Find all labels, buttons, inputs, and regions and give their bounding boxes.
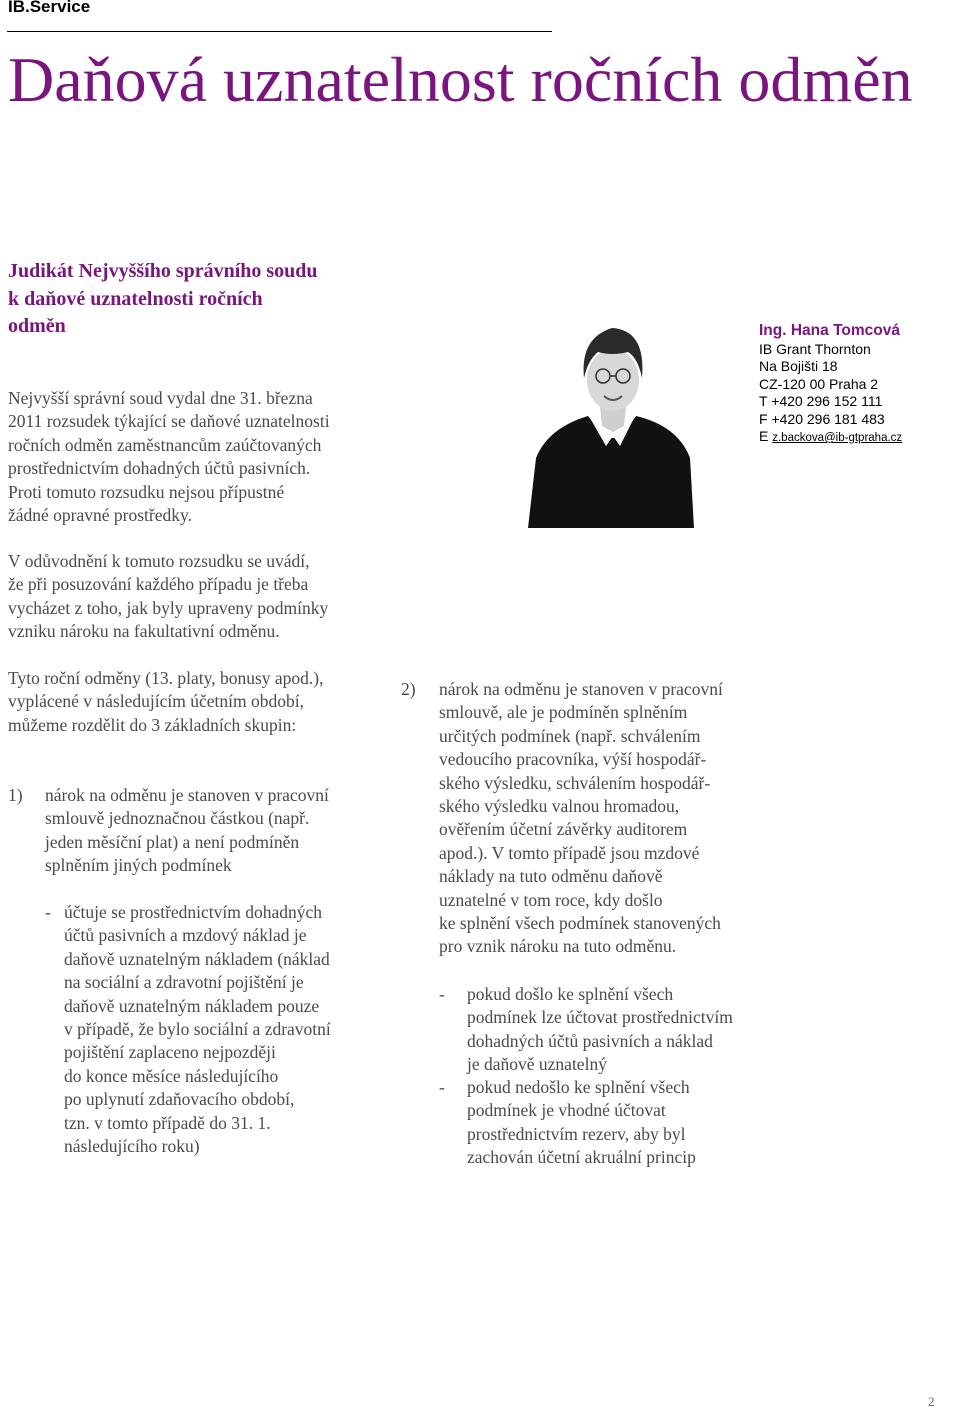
bullet-line: podmínek lze účtovat prostřednictvím: [467, 1007, 733, 1028]
bullet-line: pokud nedošlo ke splnění všech: [467, 1077, 690, 1097]
contact-fax: F +420 296 181 483: [759, 410, 885, 427]
bullet-line: účtuje se prostřednictvím dohadných: [64, 902, 323, 922]
intro-line: Proti tomuto rozsudku nejsou přípustné: [8, 481, 285, 502]
bullet-line: tzn. v tomto případě do 31. 1.: [64, 1112, 271, 1133]
bullet-line: účtů pasivních a mzdový náklad je: [64, 925, 307, 946]
list-item-line: vedoucího pracovníka, výší hospodář-: [439, 749, 707, 770]
list-item-line: ověřením účetní závěrky auditorem: [439, 819, 688, 840]
bullet-line: prostřednictvím rezerv, aby byl: [467, 1123, 686, 1144]
bullet-line: podmínek je vhodné účtovat: [467, 1100, 666, 1121]
bullet-item-text: [467, 983, 733, 1077]
bullet-line: v případě, že bylo sociální a zdravotní: [64, 1019, 331, 1040]
list-item-line: smlouvě jednoznačnou částkou (např.: [45, 808, 310, 829]
intro-line: žádné opravné prostředky.: [8, 505, 192, 526]
section-heading: [8, 258, 408, 341]
bullet-line: do konce měsíce následujícího: [64, 1065, 279, 1086]
list-item-line: pro vznik nároku na tuto odměnu.: [439, 936, 677, 957]
list-item-line: apod.). V tomto případě jsou mzdové: [439, 842, 700, 863]
section-heading-line: k daňové uznatelnosti ročních: [8, 287, 263, 310]
list-item-2-text: [439, 678, 723, 959]
list-item-line: ského výsledku valnou hromadou,: [439, 796, 680, 817]
contact-company: IB Grant Thornton: [759, 341, 871, 357]
reasoning-line: V odůvodnění k tomuto rozsudku se uvádí,: [8, 551, 310, 571]
bullet-line: je daňově uznatelný: [467, 1054, 607, 1075]
bullet-line: zachován účetní akruální princip: [467, 1147, 696, 1168]
list-item-line: uznatelné v tom roce, kdy došlo: [439, 889, 663, 910]
list-item-line: nárok na odměnu je stanoven v pracovní: [45, 785, 329, 805]
list-number-1: 1): [8, 785, 23, 805]
contact-email-prefix: E: [759, 428, 769, 445]
contact-card: [759, 320, 902, 447]
bullet-item-text: [467, 1076, 696, 1170]
page-number: 2: [928, 1394, 935, 1409]
bullet-line: po uplynutí zdaňovacího období,: [64, 1089, 295, 1110]
reasoning-paragraph: [8, 550, 328, 644]
header-divider: [7, 31, 552, 32]
contact-name: Ing. Hana Tomcová: [759, 322, 900, 339]
contact-phone: T +420 296 152 111: [759, 393, 883, 410]
contact-street: Na Bojišti 18: [759, 358, 838, 375]
list-item-line: ského výsledku, schválením hospodář-: [439, 772, 711, 793]
bullet-line: na sociální a zdravotní pojištění je: [64, 972, 304, 993]
header-label: IB.Service: [8, 0, 91, 16]
contact-city: CZ-120 00 Praha 2: [759, 375, 879, 392]
section-heading-line: odměn: [8, 315, 66, 337]
intro-line: prostřednictvím dohadných účtů pasivních.: [8, 458, 311, 479]
bullet-dash: -: [439, 984, 445, 1004]
intro-paragraph: [8, 387, 330, 527]
contact-email-link[interactable]: z.backova@ib-gtpraha.cz: [772, 432, 903, 445]
list-item-line: jeden měsíční plat) a není podmíněn: [45, 831, 300, 852]
reasoning-line: vzniku nároku na fakultativní odměnu.: [8, 621, 280, 642]
groups-paragraph: [8, 667, 324, 737]
contact-email-row: [759, 428, 902, 447]
list-number-2: 2): [401, 679, 416, 699]
list-item-1-text: [45, 784, 329, 878]
bullet-item-text: [64, 901, 331, 1158]
list-item-line: splněním jiných podmínek: [45, 855, 232, 876]
groups-line: Tyto roční odměny (13. platy, bonusy apod.),: [8, 668, 324, 688]
reasoning-line: že při posuzování každého případu je třeba: [8, 574, 309, 595]
bullet-line: daňově uznatelným nákladem pouze: [64, 995, 320, 1016]
bullet-dash: -: [45, 902, 51, 922]
page-title: Daňová uznatelnost ročních odměn: [8, 44, 913, 115]
list-item-line: určitých podmínek (např. schválením: [439, 725, 701, 746]
list-item-line: smlouvě, ale je podmíněn splněním: [439, 702, 688, 723]
list-item-line: nárok na odměnu je stanoven v pracovní: [439, 679, 723, 699]
list-item-line: náklady na tuto odměnu daňově: [439, 866, 663, 887]
bullet-line: daňově uznatelným nákladem (náklad: [64, 948, 330, 969]
list-item-line: ke splnění všech podmínek stanovených: [439, 913, 721, 934]
section-heading-line: Judikát Nejvyššího správního soudu: [8, 260, 318, 282]
reasoning-line: vycházet z toho, jak byly upraveny podmínky: [8, 597, 329, 618]
intro-line: Nejvyšší správní soud vydal dne 31. března: [8, 388, 313, 408]
bullet-line: pojištění zaplaceno nejpozději: [64, 1042, 276, 1063]
intro-line: ročních odměn zaměstnancům zaúčtovaných: [8, 434, 322, 455]
bullet-dash: -: [439, 1077, 445, 1097]
groups-line: můžeme rozdělit do 3 základních skupin:: [8, 714, 297, 735]
bullet-line: dohadných účtů pasivních a náklad: [467, 1030, 713, 1051]
intro-line: 2011 rozsudek týkající se daňové uznatelnosti: [8, 411, 330, 432]
groups-line: vyplácené v následujícím účetním období,: [8, 691, 304, 712]
bullet-line: následujícího roku): [64, 1136, 200, 1157]
bullet-line: pokud došlo ke splnění všech: [467, 984, 674, 1004]
author-photo: [528, 318, 696, 528]
